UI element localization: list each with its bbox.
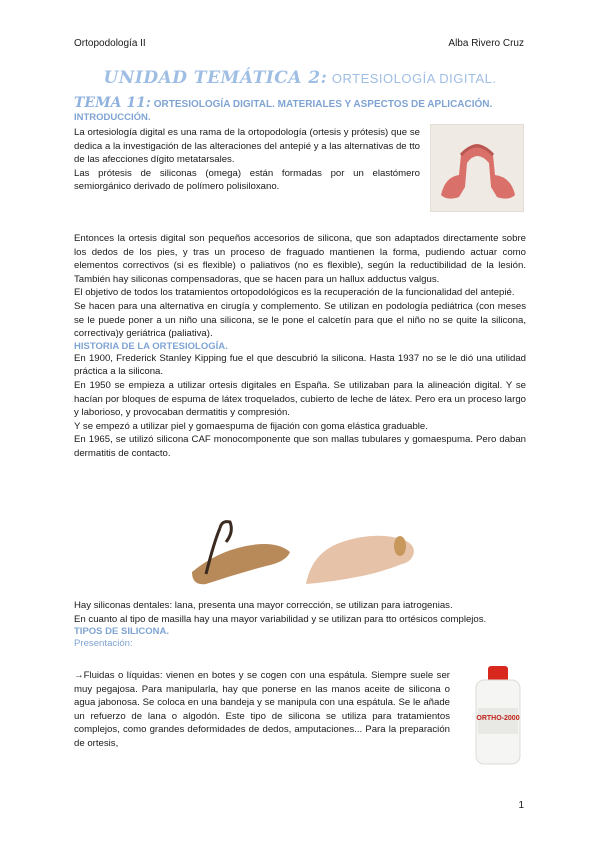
section-historia: HISTORIA DE LA ORTESIOLOGÍA. <box>74 340 228 352</box>
section-presentacion: Presentación: <box>74 638 133 650</box>
paragraph-h4: En 1965, se utilizó silicona CAF monocomponente que son mallas tubulares y gomaespuma. Pero daban dermatitis de contacto. <box>74 434 526 459</box>
tema-name: ORTESIOLOGÍA DIGITAL. MATERIALES Y ASPECTOS DE APLICACIÓN. <box>153 99 493 110</box>
paragraph-p3: Entonces la ortesis digital son pequeños accesorios de silicona, que son adaptados directamente sobre los dedos de los pies, y tras un proceso de fraguado mantienen la forma, pudiendo actuar como elementos correctivos (si es flexible) o paliativos (no es flexible), según la reductibilidad de la lesión. También hay siliconas compensadoras, que se hacen para un hallux adductus valgus. <box>74 233 526 285</box>
silicone-bottle-image <box>466 662 530 766</box>
paragraph-p4: El objetivo de todos los tratamientos ortopodológicos es la recuperación de la funcionalidad del antepié. <box>74 287 515 299</box>
unit-label: UNIDAD TEMÁTICA 2: <box>103 68 328 88</box>
paragraph-h1: En 1900, Frederick Stanley Kipping fue el que descubrió la silicona. Hasta 1937 no se le dió una utilidad práctica a la silicona. <box>74 352 526 378</box>
paragraph-p2: Las prótesis de siliconas (omega) están formadas por un elastómero semiorgánico derivado de polímero polisiloxano. <box>74 167 420 193</box>
unit-title <box>0 68 600 88</box>
section-tipos: TIPOS DE SILICONA. <box>74 626 170 638</box>
omega-silicone-image <box>430 124 524 212</box>
unit-name: ORTESIOLOGÍA DIGITAL. <box>331 71 497 86</box>
paragraph-h5: Hay siliconas dentales: lana, presenta una mayor corrección, se utilizan para iatrogenias. <box>74 600 453 611</box>
paragraph-p5: Se hacen para una alternativa en cirugía y complemento. Se utilizan en podología pediátrica (con meses se le puede poner a un niño una silicona, se le pone el calcetín para que el niño no se quite la silicona, correctiva)y geriátrica (paliativa). <box>74 300 526 340</box>
paragraph-h3: Y se empezó a utilizar piel y gomaespuma de fijación con goma elástica graduable. <box>74 420 428 432</box>
paragraph-t1: →Fluidas o líquidas: vienen en botes y se cogen con una espátula. Siempre suele ser muy pegajosa. Para manipularla, hay que ponerse en las manos aceite de silicona o agua jabonosa. Se coloca en una bandeja y se manipula con una espátula. Se le añade un refuerzo de lana o algodón. Este tipo de silicona se utiliza para tratamientos complejos, como grandes deformidades de dedos, amputaciones... Para la preparación de ortesis, <box>74 670 450 749</box>
header-left: Ortopodología II <box>74 38 146 49</box>
section-intro: INTRODUCCIÓN. <box>74 112 151 123</box>
paragraph-p1: La ortesiología digital es una rama de la ortopodología (ortesis y prótesis) que se dedica a la investigación de las alteraciones del antepié y a las alternativas de tto de las afecciones dígito metatarsales. <box>74 127 420 166</box>
tema-label: TEMA 11: <box>74 95 151 111</box>
bottle-label: ORTHO-2000 <box>476 715 520 722</box>
page-number: 1 <box>518 800 524 811</box>
paragraph-h2: En 1950 se empieza a utilizar ortesis digitales en España. Se utilizaban para la alineación digital. Y se hacían por bloques de espuma de látex troquelados, cubierto de leche de látex. Pero era un proceso largo y laborioso, y provocaban dermatitis y compresión. <box>74 379 526 419</box>
paragraph-h6: En cuanto al tipo de masilla hay una mayor variabilidad y se utilizan para tto ortésicos complejos. <box>74 613 487 625</box>
tema-title <box>74 95 492 111</box>
orthosis-image <box>186 512 296 596</box>
foot-image <box>302 512 420 596</box>
header-right: Alba Rivero Cruz <box>448 38 524 49</box>
